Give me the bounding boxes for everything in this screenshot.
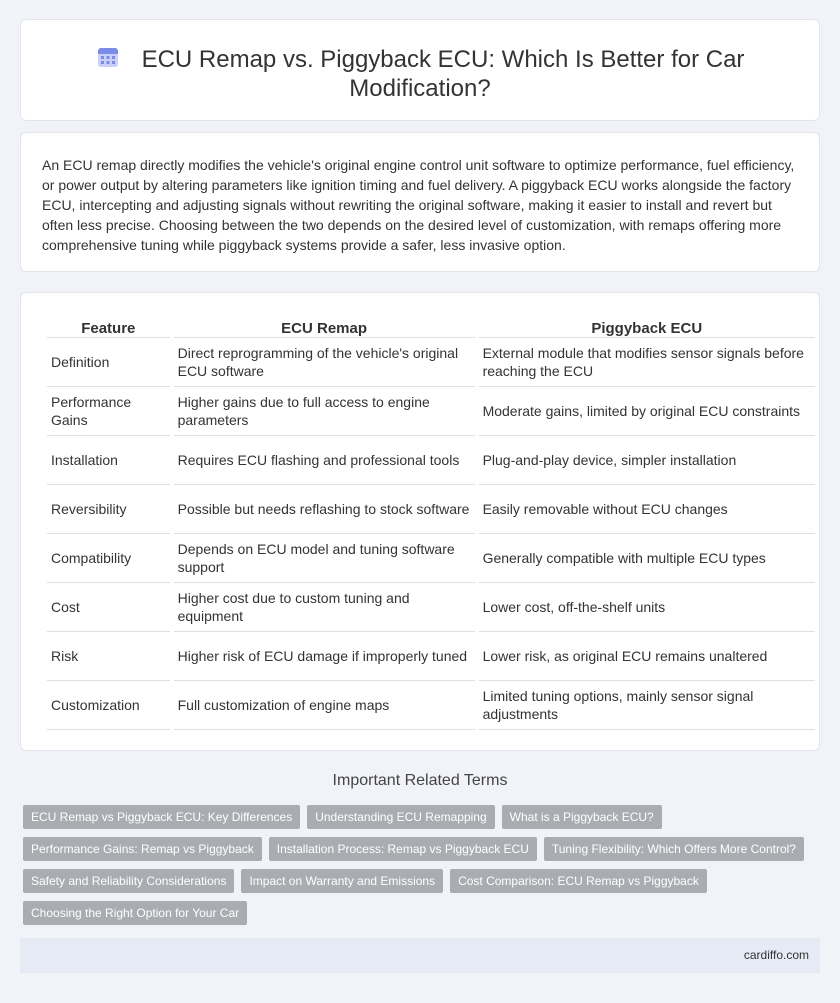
remap-cell: Requires ECU flashing and professional tools bbox=[174, 436, 475, 485]
piggyback-cell: Limited tuning options, mainly sensor signal adjustments bbox=[479, 681, 815, 730]
piggyback-cell: Moderate gains, limited by original ECU constraints bbox=[479, 387, 815, 436]
related-terms-heading: Important Related Terms bbox=[332, 772, 508, 789]
comparison-table bbox=[43, 316, 819, 730]
calendar-icon bbox=[96, 45, 120, 69]
intro-card bbox=[20, 132, 820, 272]
table-row bbox=[47, 534, 815, 583]
piggyback-cell: Generally compatible with multiple ECU types bbox=[479, 534, 815, 583]
related-terms-tags bbox=[23, 805, 823, 933]
feature-cell: Performance Gains bbox=[47, 387, 170, 436]
related-term-tag[interactable]: Installation Process: Remap vs Piggyback ECU bbox=[269, 837, 537, 861]
table-row bbox=[47, 387, 815, 436]
tag-row bbox=[23, 837, 823, 861]
related-term-tag[interactable]: Choosing the Right Option for Your Car bbox=[23, 901, 247, 925]
remap-cell: Higher cost due to custom tuning and equipment bbox=[174, 583, 475, 632]
table-row bbox=[47, 632, 815, 681]
tag-row bbox=[23, 805, 823, 829]
remap-cell: Depends on ECU model and tuning software support bbox=[174, 534, 475, 583]
comparison-card bbox=[20, 292, 820, 751]
page-title-line2: Modification? bbox=[349, 75, 491, 102]
piggyback-cell: External module that modifies sensor signals before reaching the ECU bbox=[479, 338, 815, 387]
page-title-line1: ECU Remap vs. Piggyback ECU: Which Is Better for Car bbox=[141, 46, 745, 73]
tag-row bbox=[23, 901, 823, 925]
feature-cell: Reversibility bbox=[47, 485, 170, 534]
header-piggyback-ecu: Piggyback ECU bbox=[479, 316, 815, 338]
header-ecu-remap: ECU Remap bbox=[174, 316, 475, 338]
table-row bbox=[47, 583, 815, 632]
piggyback-cell: Lower risk, as original ECU remains unaltered bbox=[479, 632, 815, 681]
related-term-tag[interactable]: Performance Gains: Remap vs Piggyback bbox=[23, 837, 262, 861]
feature-cell: Installation bbox=[47, 436, 170, 485]
remap-cell: Higher risk of ECU damage if improperly tuned bbox=[174, 632, 475, 681]
table-row bbox=[47, 436, 815, 485]
feature-cell: Cost bbox=[47, 583, 170, 632]
related-term-tag[interactable]: ECU Remap vs Piggyback ECU: Key Differences bbox=[23, 805, 300, 829]
table-row bbox=[47, 681, 815, 730]
remap-cell: Direct reprogramming of the vehicle's original ECU software bbox=[174, 338, 475, 387]
footer-site-link[interactable]: cardiffo.com bbox=[743, 948, 809, 962]
piggyback-cell: Plug-and-play device, simpler installation bbox=[479, 436, 815, 485]
remap-cell: Full customization of engine maps bbox=[174, 681, 475, 730]
header-feature: Feature bbox=[47, 316, 170, 338]
remap-cell: Possible but needs reflashing to stock software bbox=[174, 485, 475, 534]
related-term-tag[interactable]: Understanding ECU Remapping bbox=[307, 805, 494, 829]
piggyback-cell: Easily removable without ECU changes bbox=[479, 485, 815, 534]
page-title bbox=[21, 45, 819, 103]
related-term-tag[interactable]: Cost Comparison: ECU Remap vs Piggyback bbox=[450, 869, 707, 893]
tag-row bbox=[23, 869, 823, 893]
related-term-tag[interactable]: Safety and Reliability Considerations bbox=[23, 869, 234, 893]
intro-paragraph: An ECU remap directly modifies the vehicle's original engine control unit software to optimize performance, fuel efficiency, or power output by altering parameters like ignition timing and fuel delivery. A piggyback ECU works alongside the factory ECU, intercepting and adjusting signals without rewriting the original software, making it easier to install and revert but often less precise. Choosing between the two depends on the desired level of customization, with remaps offering more comprehensive tuning while piggyback systems provide a safer, less invasive option. bbox=[42, 157, 795, 253]
related-term-tag[interactable]: What is a Piggyback ECU? bbox=[502, 805, 662, 829]
feature-cell: Risk bbox=[47, 632, 170, 681]
table-header-row bbox=[47, 316, 815, 338]
feature-cell: Definition bbox=[47, 338, 170, 387]
remap-cell: Higher gains due to full access to engine parameters bbox=[174, 387, 475, 436]
feature-cell: Customization bbox=[47, 681, 170, 730]
title-card bbox=[20, 19, 820, 121]
table-row bbox=[47, 485, 815, 534]
feature-cell: Compatibility bbox=[47, 534, 170, 583]
related-term-tag[interactable]: Impact on Warranty and Emissions bbox=[241, 869, 443, 893]
piggyback-cell: Lower cost, off-the-shelf units bbox=[479, 583, 815, 632]
footer bbox=[20, 938, 820, 973]
related-term-tag[interactable]: Tuning Flexibility: Which Offers More Control? bbox=[544, 837, 804, 861]
table-row bbox=[47, 338, 815, 387]
